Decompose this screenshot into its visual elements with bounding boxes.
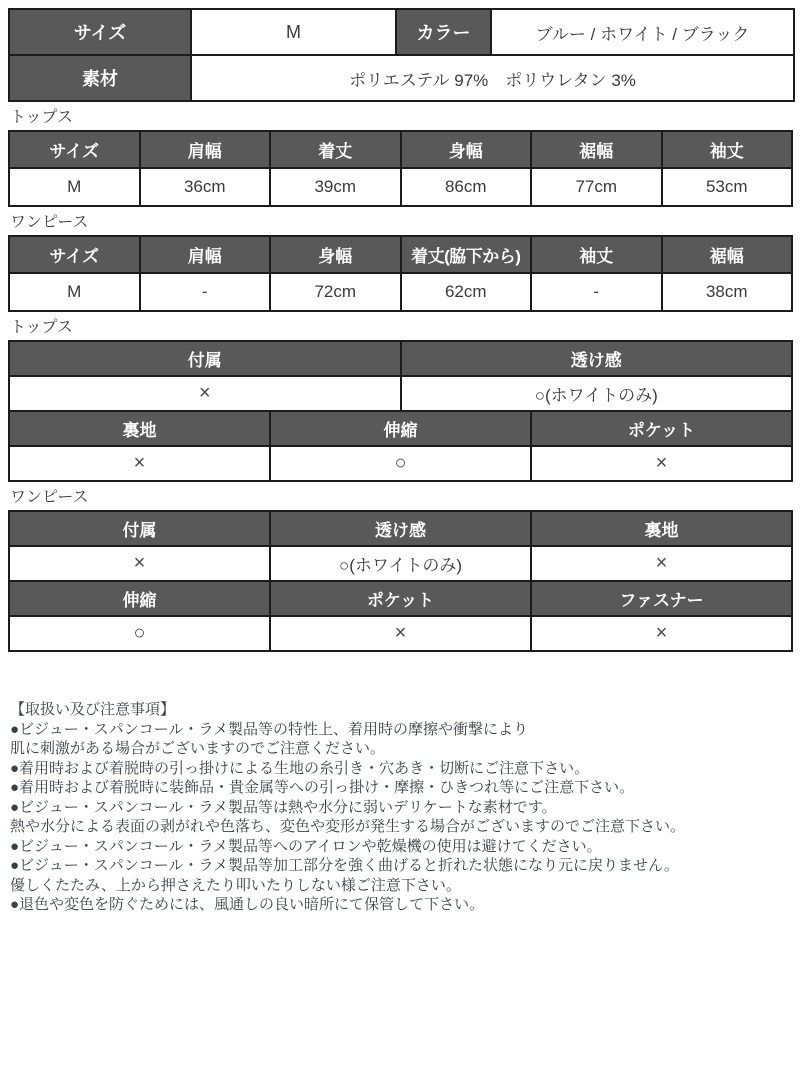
header-cell: ファスナー	[531, 581, 792, 616]
value-cell: -	[140, 273, 271, 311]
summary-row-material	[9, 55, 794, 101]
note-line: 熱や水分による表面の剥がれや色落ち、変色や変形が発生する場合がございますのでご注意下さい。	[10, 818, 686, 835]
color-value-cell: ブルー / ホワイト / ブラック	[491, 9, 794, 55]
summary-row-size-color	[9, 9, 794, 55]
notes-title: 【取扱い及び注意事項】	[10, 701, 176, 718]
value-cell: 53cm	[662, 168, 793, 206]
note-line: ●着用時および着脱時に装飾品・貴金属等への引っ掛け・摩擦・ひきつれ等にご注意下さい。	[10, 779, 635, 796]
header-cell: 付属	[9, 341, 401, 376]
tops-measurements-label: トップス	[10, 109, 73, 126]
header-cell: 透け感	[401, 341, 793, 376]
note-line: 肌に刺激がある場合がございますのでご注意ください。	[10, 740, 386, 757]
material-header-cell: 素材	[9, 55, 191, 101]
value-cell: M	[9, 273, 140, 311]
size-header-cell: サイズ	[9, 9, 191, 55]
handling-notes	[10, 700, 793, 915]
header-cell: 裏地	[531, 511, 792, 546]
header-cell: 伸縮	[270, 411, 531, 446]
header-cell: 裏地	[9, 411, 270, 446]
value-cell: ×	[270, 616, 531, 651]
value-cell: ○	[9, 616, 270, 651]
header-cell: 肩幅	[140, 236, 271, 273]
value-cell: 77cm	[531, 168, 662, 206]
header-cell: 着丈(脇下から)	[401, 236, 532, 273]
header-cell: ポケット	[531, 411, 792, 446]
header-cell: 伸縮	[9, 581, 270, 616]
value-cell: M	[9, 168, 140, 206]
onepiece-features-label: ワンピース	[10, 489, 89, 506]
value-cell: ×	[9, 446, 270, 481]
value-cell: ×	[9, 546, 270, 581]
table-header-row	[9, 236, 792, 273]
header-cell: 袖丈	[531, 236, 662, 273]
color-header-cell: カラー	[396, 9, 491, 55]
header-cell: サイズ	[9, 131, 140, 168]
tops-features-label: トップス	[10, 319, 73, 336]
header-cell: 裾幅	[662, 236, 793, 273]
value-cell: 38cm	[662, 273, 793, 311]
note-line: ●ビジュー・スパンコール・ラメ製品等加工部分を強く曲げると折れた状態になり元に戻りません。	[10, 857, 679, 874]
header-cell: 付属	[9, 511, 270, 546]
header-cell: 袖丈	[662, 131, 793, 168]
table-header-row	[9, 581, 792, 616]
material-value-cell: ポリエステル 97% ポリウレタン 3%	[191, 55, 794, 101]
table-row	[9, 168, 792, 206]
table-header-row	[9, 341, 792, 376]
header-cell: 裾幅	[531, 131, 662, 168]
value-cell: 72cm	[270, 273, 401, 311]
table-row	[9, 446, 792, 481]
onepiece-measurements-table	[8, 235, 793, 312]
value-cell: ○	[270, 446, 531, 481]
header-cell: 透け感	[270, 511, 531, 546]
size-value-cell: M	[191, 9, 396, 55]
onepiece-features-table	[8, 510, 793, 652]
header-cell: ポケット	[270, 581, 531, 616]
note-line: ●着用時および着脱時の引っ掛けによる生地の糸引き・穴あき・切断にご注意下さい。	[10, 759, 590, 777]
table-row	[9, 376, 792, 411]
tops-measurements-table	[8, 130, 793, 207]
note-line: ●退色や変色を防ぐためには、風通しの良い暗所にて保管して下さい。	[10, 896, 485, 913]
note-line: 優しくたたみ、上から押さえたり叩いたりしない様ご注意下さい。	[10, 876, 461, 894]
header-cell: サイズ	[9, 236, 140, 273]
table-row	[9, 546, 792, 581]
note-line: ●ビジュー・スパンコール・ラメ製品等の特性上、着用時の摩擦や衝撃により	[10, 720, 529, 738]
onepiece-measurements-label: ワンピース	[10, 214, 89, 231]
value-cell: ×	[531, 616, 792, 651]
note-line: ●ビジュー・スパンコール・ラメ製品等は熱や水分に弱いデリケートな素材です。	[10, 798, 557, 816]
value-cell: ○(ホワイトのみ)	[270, 546, 531, 581]
value-cell: 36cm	[140, 168, 271, 206]
header-cell: 肩幅	[140, 131, 271, 168]
tops-features-table	[8, 340, 793, 482]
value-cell: ○(ホワイトのみ)	[401, 376, 793, 411]
value-cell: -	[531, 273, 662, 311]
value-cell: ×	[531, 446, 792, 481]
table-header-row	[9, 411, 792, 446]
value-cell: ×	[9, 376, 401, 411]
table-row	[9, 273, 792, 311]
value-cell: 86cm	[401, 168, 532, 206]
header-cell: 身幅	[401, 131, 532, 168]
value-cell: 39cm	[270, 168, 401, 206]
value-cell: ×	[531, 546, 792, 581]
value-cell: 62cm	[401, 273, 532, 311]
note-line: ●ビジュー・スパンコール・ラメ製品等へのアイロンや乾燥機の使用は避けてください。	[10, 837, 602, 855]
table-header-row	[9, 511, 792, 546]
header-cell: 着丈	[270, 131, 401, 168]
table-row	[9, 616, 792, 651]
header-cell: 身幅	[270, 236, 401, 273]
table-header-row	[9, 131, 792, 168]
summary-table	[8, 8, 795, 102]
